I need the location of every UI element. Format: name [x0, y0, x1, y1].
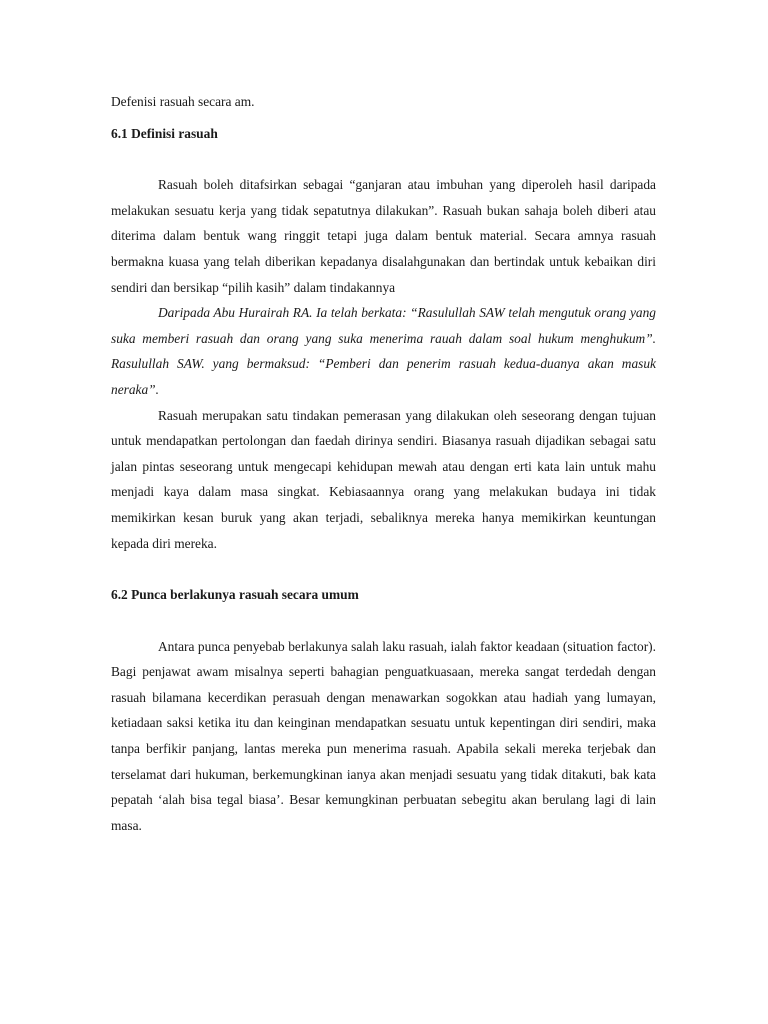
paragraph-hadith-quote: Daripada Abu Hurairah RA. Ia telah berkata: “Rasulullah SAW telah mengutuk orang yang suka memberi rasuah dan orang yang suka menerima rauah dalam soal hukum menghukum”. Rasulullah SAW. yang bermaksud: “Pemberi dan penerim rasuah kedua-duanya akan masuk neraka”. [111, 305, 656, 397]
spacer [111, 146, 656, 172]
section-heading-punca: 6.2 Punca berlakunya rasuah secara umum [111, 587, 359, 603]
paragraph-causes: Antara punca penyebab berlakunya salah laku rasuah, ialah faktor keadaan (situation factor). Bagi penjawat awam misalnya seperti bahagian penguatkuasaan, mereka sangat terdedah dengan rasuah bilamana kecerdikan perasuah dengan menawarkan sogokkan atau hadiah yang lumayan, ketiadaan saksi ketika itu dan keinginan mendapatkan sesuatu untuk kepentingan diri sendiri, maka tanpa berfikir panjang, lantas mereka pun menerima rasuah. Apabila sekali mereka terjebak dan terselamat dari hukuman, berkemungkinan ianya akan menjadi sesuatu yang tidak ditakuti, bak kata pepatah ‘alah bisa tegal biasa’. Besar kemungkinan perbuatan sebegitu akan berulang lagi di lain masa. [111, 638, 656, 833]
spacer [111, 608, 656, 634]
section-heading-definisi: 6.1 Definisi rasuah [111, 125, 218, 141]
paragraph-definition: Rasuah boleh ditafsirkan sebagai “ganjaran atau imbuhan yang diperoleh hasil daripada melakukan sesuatu kerja yang tidak sepatutnya dilakukan”. Rasuah bukan sahaja boleh diberi atau diterima dalam bentuk wang ringgit tetapi juga dalam bentuk material. Secara amnya rasuah bermakna kuasa yang telah diberikan kepadanya disalahgunakan dan bertindak untuk kebaikan diri sendiri dan bersikap “pilih kasih” dalam tindakannya [111, 177, 656, 295]
spacer [111, 556, 656, 582]
document-intro: Defenisi rasuah secara am. [111, 94, 255, 109]
paragraph-explanation: Rasuah merupakan satu tindakan pemerasan yang dilakukan oleh seseorang dengan tujuan untuk mendapatkan pertolongan dan faedah dirinya sendiri. Biasanya rasuah dijadikan sebagai satu jalan pintas seseorang untuk mengecapi kehidupan mewah atau dengan erti kata lain untuk mahu menjadi kaya dalam masa singkat. Kebiasaannya orang yang melakukan budaya ini tidak memikirkan kesan buruk yang akan terjadi, sebaliknya mereka hanya memikirkan keuntungan kepada diri mereka. [111, 407, 656, 551]
document-body [111, 89, 656, 838]
